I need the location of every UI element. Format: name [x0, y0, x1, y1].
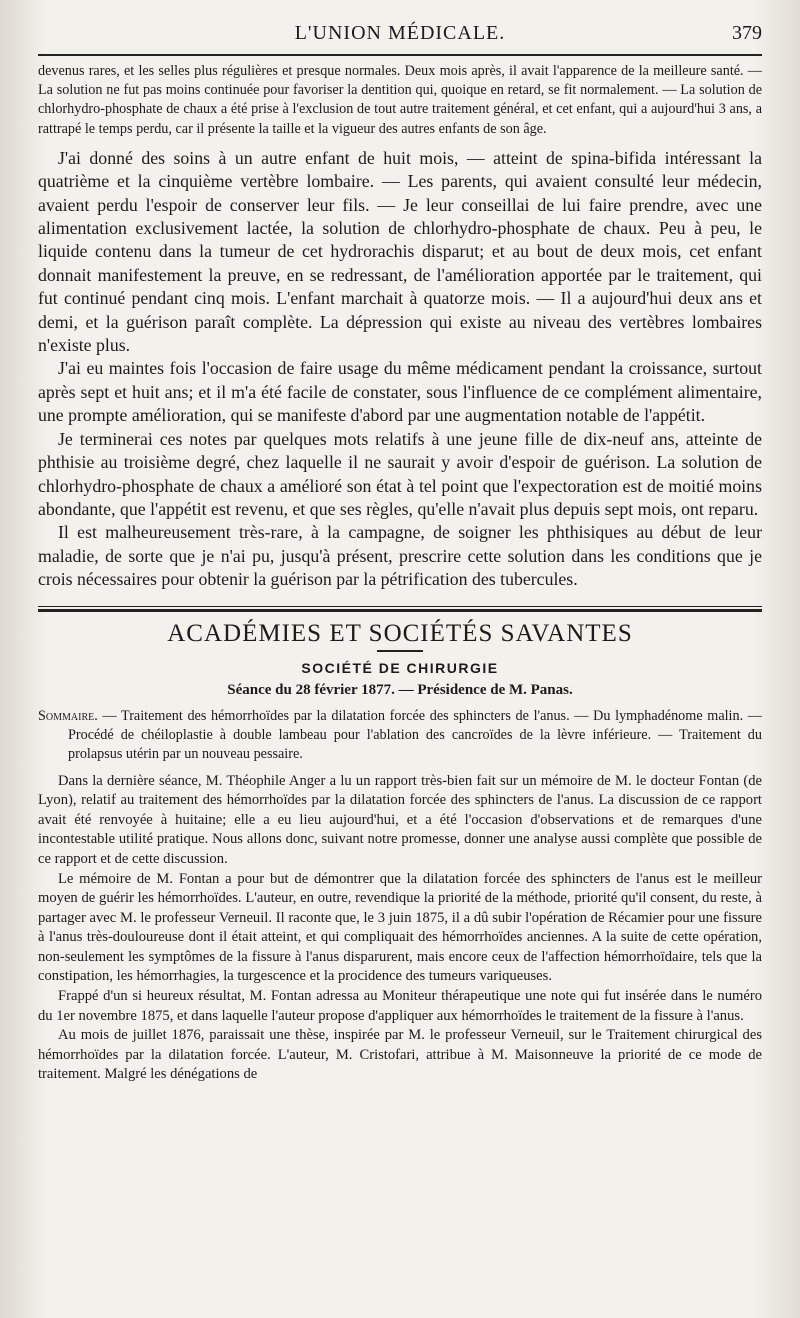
continued-paragraph: devenus rares, et les selles plus régulières et presque normales. Deux mois après, il avait l'apparence de la meilleure santé. — La solution ne fut pas moins continuée pour favoriser la dentition qui, quoique en retard, se fit normalement. — La solution de chlorhydro-phosphate de chaux a été prise à l'exclusion de tout autre traitement général, et cet enfant, qui a aujourd'hui 3 ans, a rattrapé le temps perdu, car il présente la taille et la vigueur des autres enfants de son âge. [38, 63, 762, 137]
paragraph-campagne: Il est malheureusement très-rare, à la campagne, de soigner les phthisiques au début de leur maladie, de sorte que je n'ai pu, jusqu'à présent, prescrire cette solution dans les conditions que je crois nécessaires pour obtenir la guérison par la pétrification des tubercules. [38, 522, 762, 590]
paragraph-croissance: J'ai eu maintes fois l'occasion de faire usage du même médicament pendant la croissance, surtout après sept et huit ans; et il m'a été facile de constater, sous l'influence de ce complément alimentaire, une prompte amélioration, qui se manifeste d'abord par une augmentation notable de l'appétit. [38, 358, 762, 426]
report-body [38, 772, 762, 1086]
summary-label: Sommaire. [38, 707, 98, 724]
section-title: ACADÉMIES ET SOCIÉTÉS SAVANTES [167, 619, 633, 647]
journal-title: L'UNION MÉDICALE. [294, 22, 506, 44]
paragraph-spina-bifida: J'ai donné des soins à un autre enfant de huit mois, — atteint de spina-bifida intéressant la quatrième et la cinquième vertèbre lombaire. — Les parents, qui avaient consulté leur médecin, avaient perdu l'espoir de conserver leur fils. — Je leur conseillai de lui faire prendre, avec une alimentation exclusivement lactée, la solution de chlorhydro-phosphate de chaux. Peu à peu, le liquide contenu dans la tumeur de cet hydrorachis disparut; et au bout de deux mois, cet enfant donnait manifestement la preuve, en se redressant, de l'amélioration apportée par le traitement, qui fut continué pendant cinq mois. L'enfant marchait à quatorze mois. — Il a aujourd'hui deux ans et demi, et la guérison paraît complète. La dépression qui existe au niveau des vertèbres lombaires n'existe plus. [38, 147, 762, 356]
spacer [38, 139, 762, 147]
summary [38, 707, 762, 764]
society-name: SOCIÉTÉ DE CHIRURGIE [301, 659, 499, 676]
report-paragraph: Le mémoire de M. Fontan a pour but de démontrer que la dilatation forcée des sphincters de l'anus est le meilleur moyen de guérir les hémorrhoïdes. L'auteur, en outre, revendique la priorité de la méthode, priorité qu'il consent, du reste, à partager avec M. le professeur Verneuil. Il raconte que, le 3 juin 1875, il a dû subir l'opération de Récamier pour une fissure à l'anus très-douloureuse dont il était atteint, et qui compliquait des hémorrhoïdes anciennes. A la suite de cette opération, non-seulement les symptômes de la fissure à l'anus disparurent, mais encore ceux de l'affection hémorrhoïdaire, tels que la constipation, les hémorrhagies, la turgescence et la procidence des tumeurs variqueuses. [38, 870, 762, 985]
page-number: 379 [732, 22, 762, 44]
paragraph-phthisie: Je terminerai ces notes par quelques mots relatifs à une jeune fille de dix-neuf ans, atteinte de phthisie au troisième degré, chez laquelle il ne saurait y avoir d'espoir de guérison. La solution de chlorhydro-phosphate de chaux a amélioré son état à tel point que l'expectoration est de moitié moins abondante, que l'appétit est revenu, et que ses règles, qu'elle n'avait plus depuis sept mois, ont reparu. [38, 428, 762, 519]
title-underline [377, 650, 423, 652]
session-line: Séance du 28 février 1877. — Présidence de M. Panas. [227, 681, 573, 698]
section-rule-thin [38, 606, 762, 607]
running-head [38, 14, 762, 48]
summary-text: — Traitement des hémorrhoïdes par la dilatation forcée des sphincters de l'anus. — Du lymphadénome malin. — Procédé de chéiloplastie à double lambeau pour l'ablation des cancroïdes de la lèvre inférieure. — Traitement du prolapsus utérin par un nouveau pessaire. [68, 707, 762, 762]
section-rule-thick [38, 609, 762, 612]
report-paragraph: Dans la dernière séance, M. Théophile Anger a lu un rapport très-bien fait sur un mémoire de M. le docteur Fontan (de Lyon), relatif au traitement des hémorrhoïdes par la dilatation forcée des sphincters de l'anus. La discussion de ce rapport avait été renvoyée à huitaine; elle a eu lieu aujourd'hui, et a été l'occasion d'observations et de remarques d'une incontestable utilité pratique. Nous allons donc, suivant notre promesse, donner une analyse aussi complète que possible de ce rapport et de cette discussion. [38, 772, 762, 867]
report-paragraph: Frappé d'un si heureux résultat, M. Fontan adressa au Moniteur thérapeutique une note qui fut insérée dans le numéro du 1er novembre 1875, et dans laquelle l'auteur propose d'appliquer aux hémorrhoïdes le traitement de la fissure à l'anus. [38, 988, 762, 1024]
header-rule [38, 54, 762, 56]
report-paragraph: Au mois de juillet 1876, paraissait une thèse, inspirée par M. le professeur Verneuil, sur le Traitement chirurgical des hémorrhoïdes par la dilatation forcée. L'auteur, M. Cristofari, attribue à M. Maisonneuve la priorité de ce mode de traitement. Malgré les dénégations de [38, 1027, 762, 1083]
